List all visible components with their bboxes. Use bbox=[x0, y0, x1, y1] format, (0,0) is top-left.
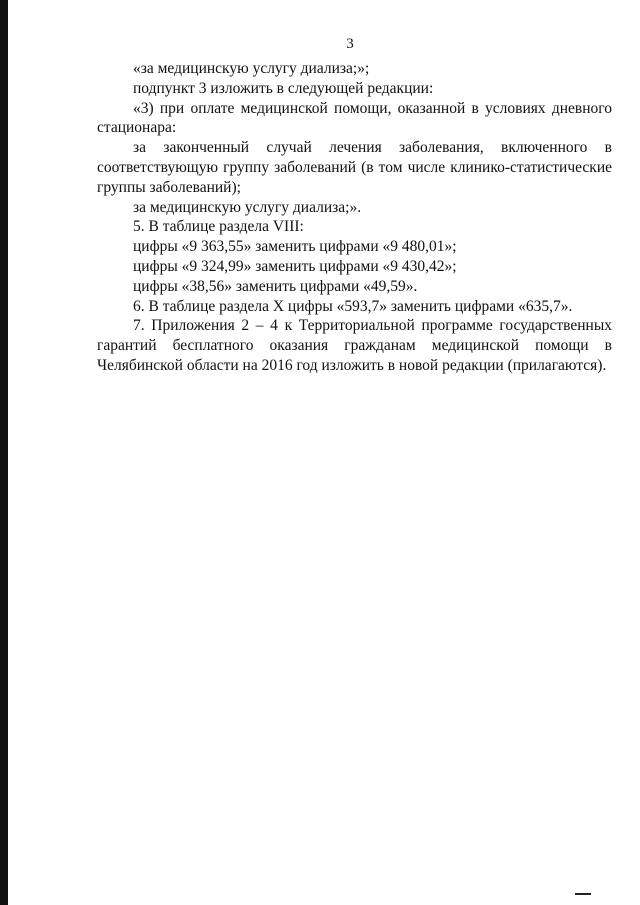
paragraph-completed-case-line3: группы заболеваний); bbox=[97, 178, 241, 196]
paragraph-figures-1: цифры «9 363,55» заменить цифрами «9 480,01»; bbox=[133, 238, 457, 256]
paragraph-dialysis-service-end: за медицинскую услугу диализа;». bbox=[133, 198, 362, 216]
paragraph-completed-case-line2: соответствующую группу заболеваний (в том числе клинико-статистические bbox=[97, 158, 612, 176]
scan-edge-shadow bbox=[0, 0, 8, 905]
paragraph-subpoint-3: подпункт 3 изложить в следующей редакции: bbox=[133, 79, 434, 97]
paragraph-figures-3: цифры «38,56» заменить цифрами «49,59». bbox=[133, 277, 418, 295]
paragraph-item-5: 5. В таблице раздела VIII: bbox=[133, 218, 304, 236]
paragraph-item-7-line2: гарантий бесплатного оказания гражданам медицинской помощи в bbox=[97, 337, 612, 355]
scan-mark bbox=[575, 893, 591, 895]
paragraph-dialysis-service: «за медицинскую услугу диализа;»; bbox=[133, 60, 370, 77]
paragraph-item-7-line1: 7. Приложения 2 – 4 к Территориальной программе государственных bbox=[133, 317, 612, 335]
paragraph-item-7-line3: Челябинской области на 2016 год изложить в новой редакции (прилагаются). bbox=[97, 356, 607, 374]
paragraph-item-6: 6. В таблице раздела X цифры «593,7» заменить цифрами «635,7». bbox=[133, 297, 573, 315]
paragraph-day-hospital-line2: стационара: bbox=[97, 119, 177, 137]
page-number: 3 bbox=[346, 36, 354, 52]
paragraph-completed-case-line1: за законченный случай лечения заболевания, включенного в bbox=[133, 139, 612, 157]
document-body bbox=[97, 59, 612, 376]
paragraph-day-hospital-line1: «3) при оплате медицинской помощи, оказанной в условиях дневного bbox=[133, 99, 612, 117]
paragraph-figures-2: цифры «9 324,99» заменить цифрами «9 430,42»; bbox=[133, 257, 457, 275]
